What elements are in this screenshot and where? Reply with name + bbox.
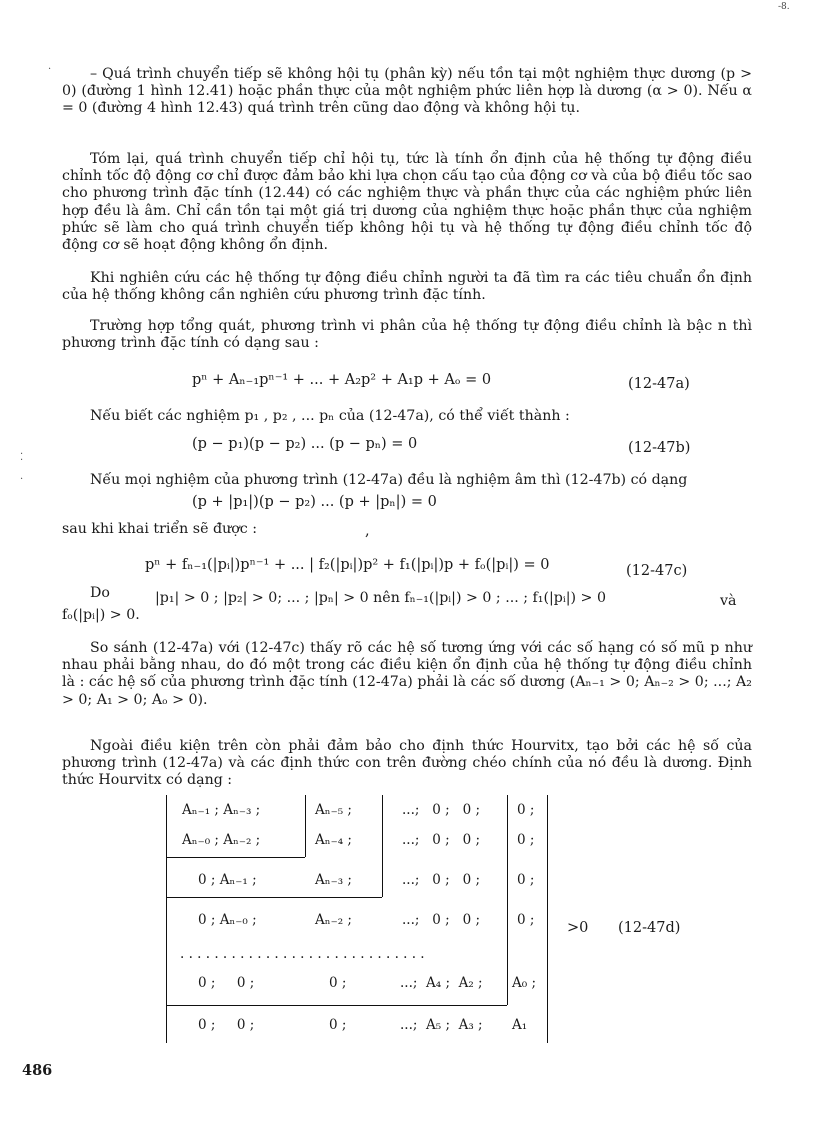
paragraph-do-tail: fₒ(|pᵢ|) > 0. [62,607,140,623]
equation-number-12-47b: (12-47b) [628,440,691,456]
paragraph-summary: Tóm lại, quá trình chuyển tiếp chỉ hội tụ, tức là tính ổn định của hệ thống tự động điều chỉnh tốc độ động cơ chỉ được đảm bảo khi lựa chọn cấu tạo của động cơ và của bộ điều tốc sao cho phương trình đặc tính (12.44) có các nghiệm thực và phần thực của các nghiệm phức liên hợp đều là âm. Chỉ cần tồn tại một giá trị dương của nghiệm thực hoặc phần thực của nghiệm phức sẽ làm cho quá trình chuyển tiếp không hội tụ và hệ thống tự động điều chỉnh tốc độ động cơ sẽ hoạt động không ổn định. [62,151,752,254]
paragraph-do-conditions: |p₁| > 0 ; |p₂| > 0; ... ; |pₙ| > 0 nên fₙ₋₁(|pᵢ|) > 0 ; ... ; f₁(|pᵢ|) > 0 [155,590,606,606]
paragraph-expansion: sau khi khai triển sẽ được : [62,521,257,537]
hurwitz-r3-c3: ...; 0 ; 0 ; [402,872,481,888]
hurwitz-r2-c1: Aₙ₋₀ ; Aₙ₋₂ ; [182,832,261,848]
margin-speck: ⁚ [20,452,24,463]
paragraph-roots: Nếu biết các nghiệm p₁ , p₂ , ... pₙ của (12-47a), có thể viết thành : [90,408,570,424]
paragraph-divergence: – Quá trình chuyển tiếp sẽ không hội tụ (phân kỳ) nếu tồn tại một nghiệm thực dương (p > 0) (đường 1 hình 12.41) hoặc phần thực của một nghiệm phức liên hợp là dương (α > 0). Nếu α = 0 (đường 4 hình 12.43) quá trình trên cũng dao động và không hội tụ. [62,66,752,117]
equation-comma: , [365,523,370,539]
corner-mark: -8. [778,2,790,12]
margin-speck: · [20,474,24,485]
hurwitz-r1-c1: Aₙ₋₁ ; Aₙ₋₃ ; [182,802,261,818]
hurwitz-r3-c2: Aₙ₋₃ ; [315,872,352,888]
hurwitz-r4-c3: ...; 0 ; 0 ; [402,912,481,928]
paragraph-do-label: Do [90,585,110,601]
paragraph-negative-roots: Nếu mọi nghiệm của phương trình (12-47a) đều là nghiệm âm thì (12-47b) có dạng [90,472,688,488]
hurwitz-r5-c4: A₀ ; [512,975,537,991]
page-number: 486 [22,1062,53,1079]
hurwitz-r4-c4: 0 ; [517,912,535,928]
minor-line [166,897,382,898]
paragraph-hurwitz-intro: Ngoài điều kiện trên còn phải đảm bảo cho định thức Hourvitx, tạo bởi các hệ số của phương trình (12-47a) và các định thức con trên đường chéo chính của nó đều là dương. Định thức Hourvitx có dạng : [62,738,752,789]
minor-line [507,795,508,1005]
hurwitz-r2-c2: Aₙ₋₄ ; [315,832,352,848]
hurwitz-r5-c2: 0 ; [329,975,347,991]
paragraph-do-and: và [720,593,737,609]
hurwitz-greater-than-zero: >0 [567,920,589,936]
minor-line [166,857,305,858]
paragraph-general-case: Trường hợp tổng quát, phương trình vi phân của hệ thống tự động điều chỉnh là bậc n thì phương trình đặc tính có dạng sau : [62,318,752,352]
equation-number-12-47c: (12-47c) [626,563,688,579]
equation-12-47c: pⁿ + fₙ₋₁(|pᵢ|)pⁿ⁻¹ + ... | f₂(|pᵢ|)p² + f₁(|pᵢ|)p + fₒ(|pᵢ|) = 0 [145,557,550,573]
minor-line [166,1005,507,1006]
equation-12-47a: pⁿ + Aₙ₋₁pⁿ⁻¹ + ... + A₂p² + A₁p + Aₒ = 0 [192,372,492,388]
paragraph-comparison: So sánh (12-47a) với (12-47c) thấy rõ các hệ số tương ứng với các số hạng có số mũ p như nhau phải bằng nhau, do đó một trong các điều kiện ổn định của hệ thống tự động điều chỉnh là : các hệ số của phương trình đặc tính (12-47a) phải là các số dương (Aₙ₋₁ > 0; Aₙ₋₂ > 0; ...; A₂ > 0; A₁ > 0; Aₒ > 0). [62,640,752,708]
hurwitz-r6-c1: 0 ; 0 ; [198,1017,255,1033]
minor-line [382,795,383,897]
paragraph-criteria: Khi nghiên cứu các hệ thống tự động điều chỉnh người ta đã tìm ra các tiêu chuẩn ổn định của hệ thống không cần nghiên cứu phương trình đặc tính. [62,270,752,304]
equation-number-12-47d: (12-47d) [618,920,681,936]
margin-speck: · [48,64,52,75]
minor-line [305,795,306,857]
hurwitz-r5-c3: ...; A₄ ; A₂ ; [400,975,483,991]
hurwitz-r6-c3: ...; A₅ ; A₃ ; [400,1017,483,1033]
hurwitz-r1-c2: Aₙ₋₅ ; [315,802,352,818]
hurwitz-dots: . . . . . . . . . . . . . . . . . . . . . . . . . . . . . [180,946,425,962]
equation-12-47b: (p − p₁)(p − p₂) ... (p − pₙ) = 0 [192,436,418,452]
hurwitz-r3-c1: 0 ; Aₙ₋₁ ; [198,872,257,888]
determinant-right-bar [547,795,548,1043]
hurwitz-r1-c3: ...; 0 ; 0 ; [402,802,481,818]
hurwitz-r5-c1: 0 ; 0 ; [198,975,255,991]
hurwitz-r4-c1: 0 ; Aₙ₋₀ ; [198,912,257,928]
equation-number-12-47a: (12-47a) [628,376,690,392]
hurwitz-r3-c4: 0 ; [517,872,535,888]
hurwitz-r2-c3: ...; 0 ; 0 ; [402,832,481,848]
hurwitz-r6-c4: A₁ [512,1017,528,1033]
equation-negative-roots: (p + |p₁|)(p − p₂) ... (p + |pₙ|) = 0 [192,494,437,510]
hurwitz-r1-c4: 0 ; [517,802,535,818]
hurwitz-r2-c4: 0 ; [517,832,535,848]
hurwitz-r4-c2: Aₙ₋₂ ; [315,912,352,928]
hurwitz-r6-c2: 0 ; [329,1017,347,1033]
